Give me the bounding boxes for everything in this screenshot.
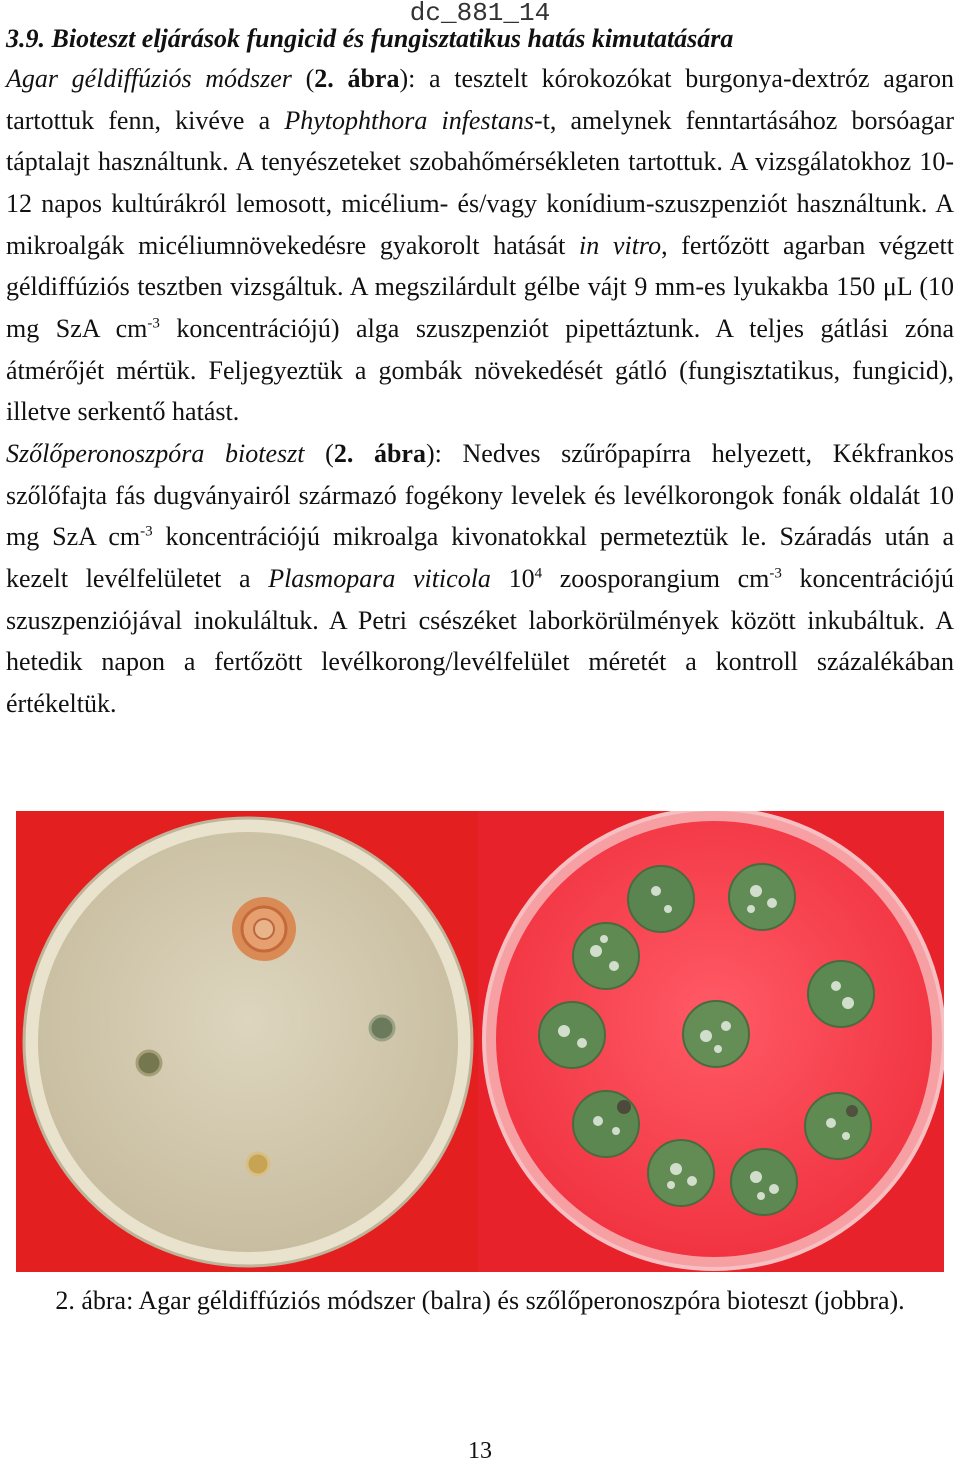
page-number: 13 [468,1438,492,1464]
exponent: -3 [769,565,782,582]
body-text [6,58,954,725]
leaf-disc [683,1001,749,1067]
species-name: Plasmopara viticola [268,563,491,593]
figure-petri-dishes [16,811,944,1272]
paragraph-agar-method: Agar géldiffúziós módszer (2. ábra): a tesztelt kórokozókat burgonya-dextróz agaron tartottuk fenn, kivéve a Phytophthora infestans-t, amelynek fenntartásához borsóagar táptalajt használtunk. A tenyészeteket szobahőmérsékleten tartottuk. A vizsgálatokhoz 10-12 napos kultúrákról lemosott, micélium- és/vagy konídium-szuszpenziót használtunk. A mikroalgák micéliumnövekedésre gyakorolt hatását in vitro, fertőzött agarban végzett géldiffúziós tesztben vizsgáltuk. A megszilárdult gélbe vájt 9 mm-es lyukakba 150 μL (10 mg SzA $cm^{-3}$ koncentrációjú) alga szuszpenziót pipettáztunk. A teljes gátlási zóna átmérőjét mértük. Feljegyeztük a gombák növekedését gátló (fungisztatikus, fungicid), illetve serkentő hatást. [6,64,954,427]
well-green-left [137,1051,161,1075]
leaf-disc [648,1140,714,1206]
exponent: -3 [140,523,153,540]
document-id: dc_881_14 [409,0,551,28]
leaf-disc [539,1002,605,1068]
leaf-disc [808,961,874,1027]
dark-lesion [846,1105,858,1117]
petri-dish-photos [16,811,944,1272]
figure-caption: 2. ábra: Agar géldiffúziós módszer (balra) és szőlőperonoszpóra bioteszt (jobbra). [55,1286,905,1315]
method-title: Agar géldiffúziós módszer [6,64,292,93]
method-title: Szőlőperonoszpóra bioteszt [6,438,305,468]
paragraph-peronospora-test: Szőlőperonoszpóra bioteszt (2. ábra): Nedves szűrőpapírra helyezett, Kékfrankos szőlőfajta fás dugványairól származó fogékony levelek és levélkorongok fonák oldalát 10 mg SzA $cm^{-3}$ koncentrációjú mikroalga kivonatokkal permeteztük le. Száradás után a kezelt levélfelületet a Plasmopara viticola $10^4$ zoosporangium $cm^{-3}$ koncentrációjú szuszpenziójával inokuláltuk. A Petri csészéket laborkörülmények között inkubáltuk. A hetedik napon a fertőzött levélkorong/levélfelület méretét a kontroll százalékában értékeltük. [6,438,955,718]
inhibition-zone-core [254,919,274,939]
leaf-disc [573,923,639,989]
leaf-disc [628,866,694,932]
species-name: Phytophthora infestans [284,105,534,135]
leaf-disc [573,1091,639,1157]
figure-reference: 2. ábra [333,438,426,468]
latin-term: in vitro [579,230,662,260]
leaf-disc [805,1093,871,1159]
agar-dish-medium [38,832,458,1252]
well-yellow [247,1153,269,1175]
leaf-disc [729,864,795,930]
exponent: 4 [534,565,543,582]
exponent: -3 [147,315,160,332]
section-heading: 3.9. Bioteszt eljárások fungicid és fungisztatikus hatás kimutatására [6,24,734,53]
dark-lesion [617,1100,631,1114]
figure-reference: 2. ábra [314,64,400,93]
leaf-disc [731,1149,797,1215]
well-green-right [370,1016,394,1040]
